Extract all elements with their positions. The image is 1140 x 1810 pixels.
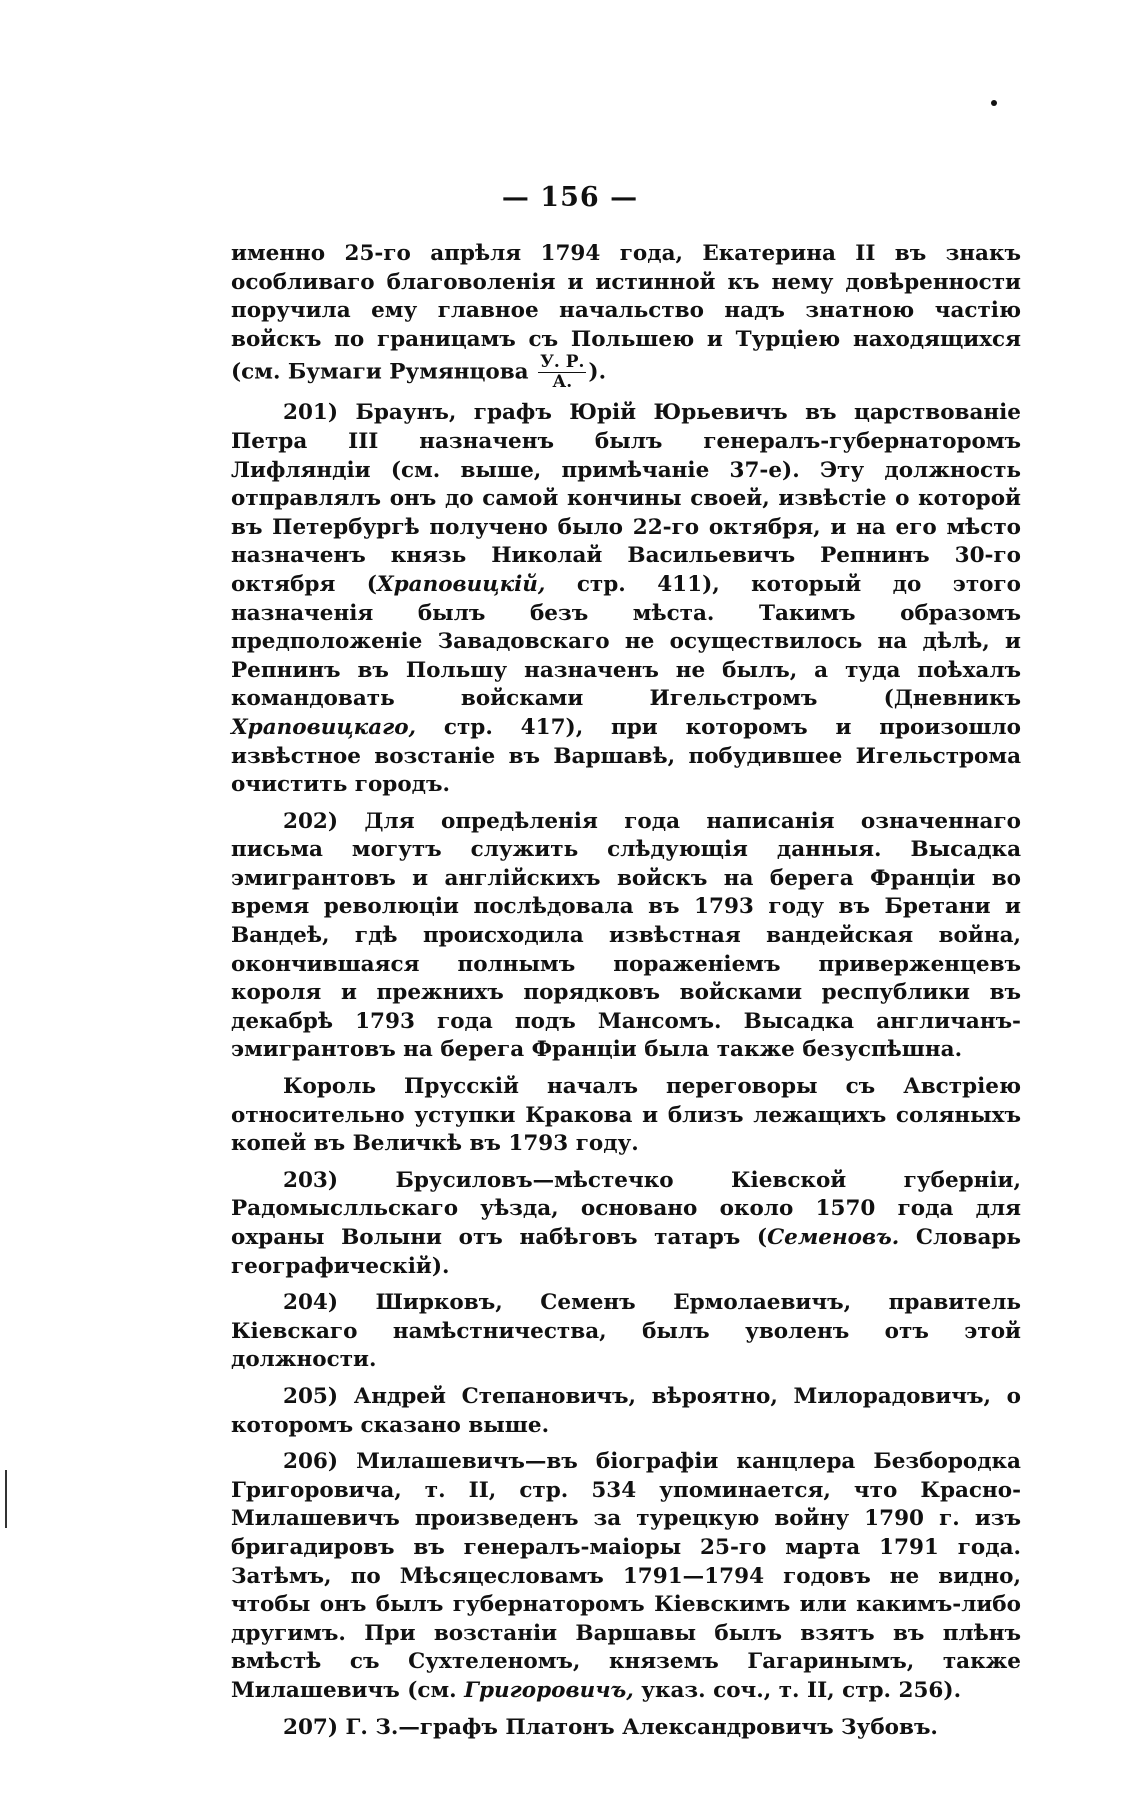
paragraph-text: именно 25-го апрѣля 1794 года, Екатерина II въ знакъ особливаго благоволенія и истинной къ нему довѣренности поручила ему главное начальство надъ знатною частію войскъ по границамъ съ Польшею и Турціею находящихся (см. Бумаги Румянцова (231, 241, 1021, 385)
page-number: — 156 — (501, 182, 639, 213)
fraction-numerator: У. Р. (540, 352, 585, 373)
note-text: стр. 417), при которомъ и произошло извѣстное возстаніе въ Варшавѣ, побудившее Игельстрома очистить городъ. (231, 714, 1021, 798)
note-italic: Храповицкаго, (231, 714, 417, 740)
note-text: 201) Браунъ, графъ Юрій Юрьевичъ въ царствованіе Петра III назначенъ былъ генералъ-губернаторомъ Лифляндіи (см. выше, примѣчаніе 37-е). Эту должность отправлялъ онъ до самой кончины своей, извѣстіе о которой въ Петербургѣ получено было 22-го октября, и на его мѣсто назначенъ князь Николай Васильевичъ Репнинъ 30-го октября ( (231, 400, 1021, 597)
note-201 (231, 399, 1021, 799)
fraction-denominator: А. (552, 372, 573, 393)
note-italic: Храповицкій, (376, 571, 546, 597)
note-italic: Григоровичъ, (464, 1677, 634, 1703)
note-italic: Семеновъ. (767, 1225, 900, 1250)
note-204: 204) Ширковъ, Семенъ Ермолаевичъ, правитель Кіевскаго намѣстничества, былъ уволенъ отъ этой должности. (231, 1290, 1021, 1373)
note-205: 205) Андрей Степановичъ, вѣроятно, Милорадовичъ, о которомъ сказано выше. (231, 1383, 1021, 1438)
margin-mark (5, 1470, 7, 1528)
note-text: указ. соч., т. II, стр. 256). (633, 1677, 962, 1703)
paragraph-text: ). (588, 359, 607, 385)
note-203 (231, 1167, 1021, 1281)
note-text: 206) Милашевичъ—въ біографіи канцлера Безбородка Григоровича, т. II, стр. 534 упоминается, что Красно-Милашевичъ произведенъ за турецкую войну 1790 г. изъ бригадировъ въ генералъ-маіоры 25-го марта 1791 года. Затѣмъ, по Мѣсяцесловамъ 1791—1794 годовъ не видно, чтобы онъ былъ губернаторомъ Кіевскимъ или какимъ-либо другимъ. При возстаніи Варшавы былъ взятъ въ плѣнъ вмѣстѣ съ Сухтеленомъ, княземъ Гагаринымъ, также Милашевичъ (см. (231, 1449, 1021, 1703)
note-207: 207) Г. З.—графъ Платонъ Александровичъ Зубовъ. (283, 1714, 938, 1740)
fraction-reference (538, 354, 586, 391)
note-text: Словарь географическій). (231, 1225, 1022, 1279)
ink-dot (991, 100, 997, 106)
note-202: 202) Для опредѣленія года написанія означеннаго письма могутъ служить слѣдующія данныя. Высадка эмигрантовъ и англійскихъ войскъ на берега Франціи во время революціи послѣдовала въ 1793 году въ Бретани и Вандеѣ, гдѣ происходила извѣстная вандейская война, окончившаяся полнымъ пораженіемъ приверженцевъ короля и прежнихъ порядковъ войсками республики въ декабрѣ 1793 года подъ Мансомъ. Высадка англичанъ-эмигрантовъ на берега Франціи была также безуспѣшна. (231, 808, 1021, 1063)
body-text (231, 240, 1021, 1750)
paragraph-continuation (231, 240, 1021, 391)
note-text: стр. 411), который до этого назначенія былъ безъ мѣста. Такимъ образомъ предположеніе Завадовскаго не осуществилось на дѣлѣ, и Репнинъ въ Польшу назначенъ не былъ, а туда поѣхалъ командовать войсками Игельстромъ (Дневникъ (231, 571, 1021, 712)
note-text: 203) Брусиловъ—мѣстечко Кіевской губерніи, Радомыслльскаго уѣзда, основано около 1570 года для охраны Волыни отъ набѣговъ татаръ ( (231, 1167, 1021, 1250)
note-202-continued: Король Прусскій началъ переговоры съ Австріею относительно уступки Кракова и близъ лежащихъ соляныхъ копей въ Величкѣ въ 1793 году. (231, 1074, 1021, 1157)
note-206 (231, 1448, 1021, 1705)
